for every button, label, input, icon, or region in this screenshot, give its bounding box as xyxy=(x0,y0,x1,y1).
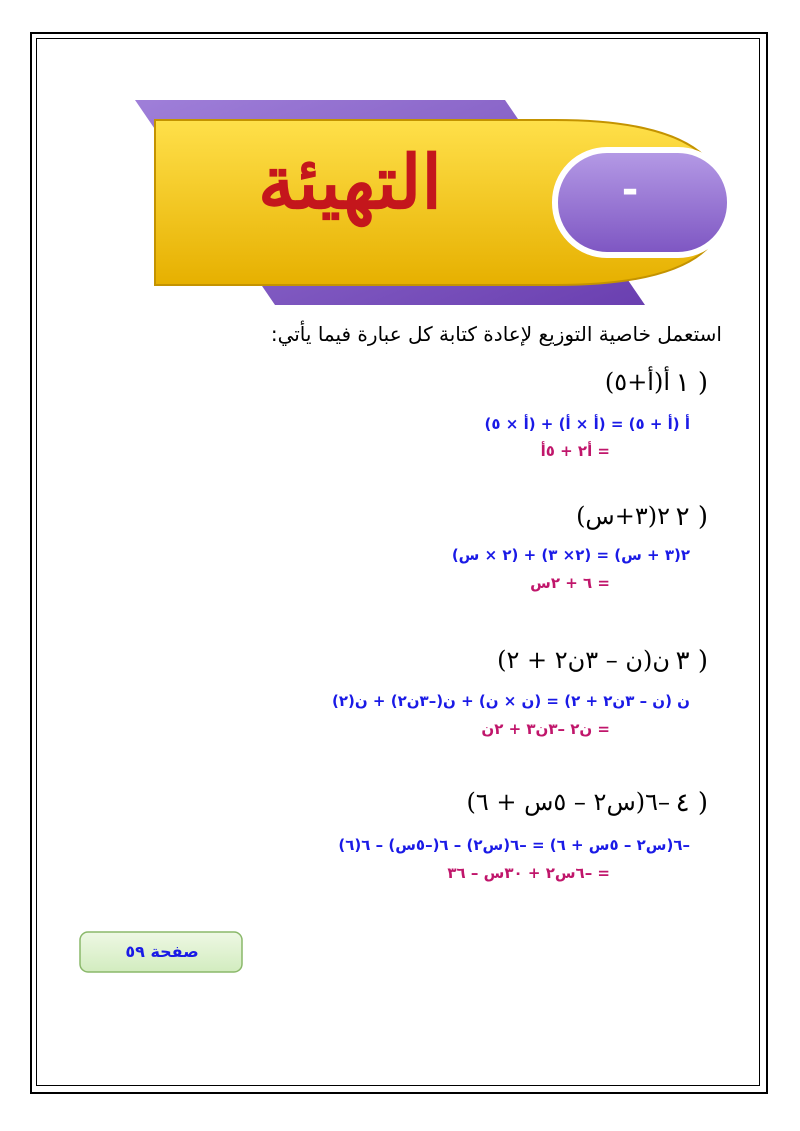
page-number-label: صفحة ٥٩ xyxy=(125,942,199,961)
problem-3-number: ٣ ) xyxy=(675,646,708,676)
problem-2-expression: ٢(٣+س) xyxy=(576,502,670,530)
problem-3-result: = ن٢ –٣ن٣ + ٢ن xyxy=(481,720,610,738)
page-title: التهيئة xyxy=(258,140,442,226)
problem-4-expression: –٦(س٢ – ٥س + ٦) xyxy=(466,788,670,816)
banner-dash: - xyxy=(621,167,639,213)
problem-3-expression: ن(ن – ٣ن٢ + ٢) xyxy=(497,646,670,674)
problem-2-result: = ٦ + ٢س xyxy=(530,574,610,592)
problem-4-result: = –٦س٢ + ٣٠س – ٣٦ xyxy=(447,864,610,882)
problem-1-result: = أ٢ + ٥أ xyxy=(540,442,610,460)
problem-1-expression: أ(أ+٥) xyxy=(604,368,670,396)
problem-1-number: ١ ) xyxy=(675,368,708,398)
problem-4-solution: –٦(س٢ – ٥س + ٦) = –٦(س٢) – ٦(–٥س) – ٦(٦) xyxy=(338,836,690,854)
problem-4-number: ٤ ) xyxy=(675,788,708,818)
problem-1-solution: أ (أ + ٥) = (أ × أ) + (أ × ٥) xyxy=(484,415,690,433)
problem-2-number: ٢ ) xyxy=(675,502,708,532)
instruction-text: استعمل خاصية التوزيع لإعادة كتابة كل عبارة فيما يأتي: xyxy=(270,322,722,346)
problem-3-solution: ن (ن – ٣ن٢ + ٢) = (ن × ن) + ن(–٣ن٢) + ن(٢) xyxy=(332,692,690,710)
problem-2-solution: ٢(٣ + س) = (٢× ٣) + (٢ × س) xyxy=(451,546,690,564)
